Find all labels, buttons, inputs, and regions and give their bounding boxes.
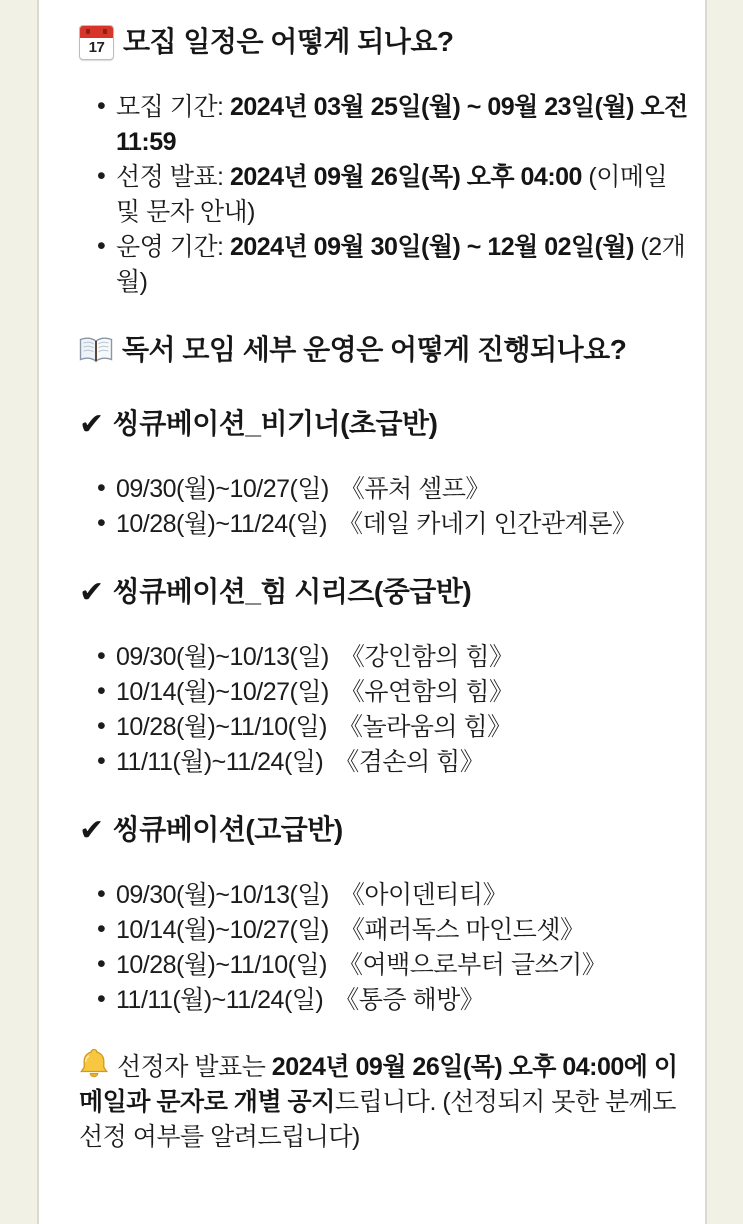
open-book-icon xyxy=(79,336,113,364)
list-item xyxy=(116,913,689,948)
date-range: 11/11(월)~11/24(일) xyxy=(116,986,324,1014)
book-title: 《겸손의 힘》 xyxy=(334,748,485,776)
content-panel xyxy=(37,0,707,1224)
group-title-intermediate xyxy=(79,574,689,610)
item-note: (2개월) xyxy=(116,233,686,296)
list-item xyxy=(116,878,689,913)
date-range: 10/28(월)~11/10(일) xyxy=(116,951,327,979)
book-title: 《패러독스 마인드셋》 xyxy=(339,916,585,944)
list-item xyxy=(116,472,689,507)
group-title-beginner xyxy=(79,406,689,442)
section-heading-schedule xyxy=(79,24,689,60)
book-title: 《통증 해방》 xyxy=(334,986,485,1014)
date-range: 09/30(월)~10/13(일) xyxy=(116,881,329,909)
check-icon: ✔ xyxy=(79,576,104,609)
heading-label: 독서 모임 세부 운영은 어떻게 진행되나요? xyxy=(122,334,627,365)
group-title-label: 씽큐베이션_힘 시리즈(중급반) xyxy=(112,576,472,607)
item-note: (이메일 및 문자 안내) xyxy=(116,163,668,226)
section-heading-details xyxy=(79,332,689,368)
book-title: 《데일 카네기 인간관계론》 xyxy=(337,510,637,538)
list-item xyxy=(116,745,689,780)
check-icon: ✔ xyxy=(79,408,104,441)
group-title-advanced xyxy=(79,812,689,848)
list-item xyxy=(116,640,689,675)
notice-paragraph xyxy=(79,1048,689,1155)
date-range: 09/30(월)~10/13(일) xyxy=(116,643,329,671)
date-range: 11/11(월)~11/24(일) xyxy=(116,748,324,776)
book-title: 《놀라움의 힘》 xyxy=(337,713,512,741)
notice-text-bold: 2024년 09월 26일(목) 오후 04:00에 이메일과 문자로 개별 공지 xyxy=(79,1053,678,1116)
notice-text-prefix: 선정자 발표는 xyxy=(117,1053,272,1081)
item-value-bold: 2024년 09월 30일(월) ~ 12월 02일(월) xyxy=(229,233,634,261)
calendar-day-number: 17 xyxy=(88,39,105,56)
check-icon: ✔ xyxy=(79,814,104,847)
list-item xyxy=(116,90,689,160)
date-range: 10/28(월)~11/10(일) xyxy=(116,713,327,741)
list-item xyxy=(116,948,689,983)
item-value-bold: 2024년 03월 25일(월) ~ 09월 23일(월) 오전 11:59 xyxy=(116,93,688,156)
book-list-advanced xyxy=(79,878,689,1018)
list-item xyxy=(116,983,689,1018)
list-item xyxy=(116,675,689,710)
item-label: 운영 기간: xyxy=(116,233,230,261)
bell-icon xyxy=(79,1048,109,1080)
date-range: 10/28(월)~11/24(일) xyxy=(116,510,327,538)
list-item xyxy=(116,230,689,300)
list-item xyxy=(116,710,689,745)
book-title: 《아이덴티티》 xyxy=(339,881,508,909)
date-range: 10/14(월)~10/27(일) xyxy=(116,916,329,944)
list-item xyxy=(116,507,689,542)
book-list-intermediate xyxy=(79,640,689,780)
book-title: 《퓨처 셀프》 xyxy=(339,475,490,503)
group-title-label: 씽큐베이션(고급반) xyxy=(112,814,343,845)
date-range: 10/14(월)~10/27(일) xyxy=(116,678,329,706)
book-title: 《여백으로부터 글쓰기》 xyxy=(337,951,607,979)
book-list-beginner xyxy=(79,472,689,542)
schedule-list xyxy=(79,90,689,300)
group-title-label: 씽큐베이션_비기너(초급반) xyxy=(112,408,438,439)
list-item xyxy=(116,160,689,230)
item-label: 모집 기간: xyxy=(116,93,230,121)
notice-text-suffix: 드립니다. (선정되지 못한 분께도 선정 여부를 알려드립니다) xyxy=(79,1088,676,1151)
date-range: 09/30(월)~10/27(일) xyxy=(116,475,329,503)
heading-label: 모집 일정은 어떻게 되나요? xyxy=(123,26,454,57)
item-label: 선정 발표: xyxy=(116,163,230,191)
book-title: 《강인함의 힘》 xyxy=(339,643,514,671)
item-value-bold: 2024년 09월 26일(목) 오후 04:00 xyxy=(229,163,582,191)
book-title: 《유연함의 힘》 xyxy=(339,678,514,706)
calendar-icon xyxy=(79,25,114,60)
